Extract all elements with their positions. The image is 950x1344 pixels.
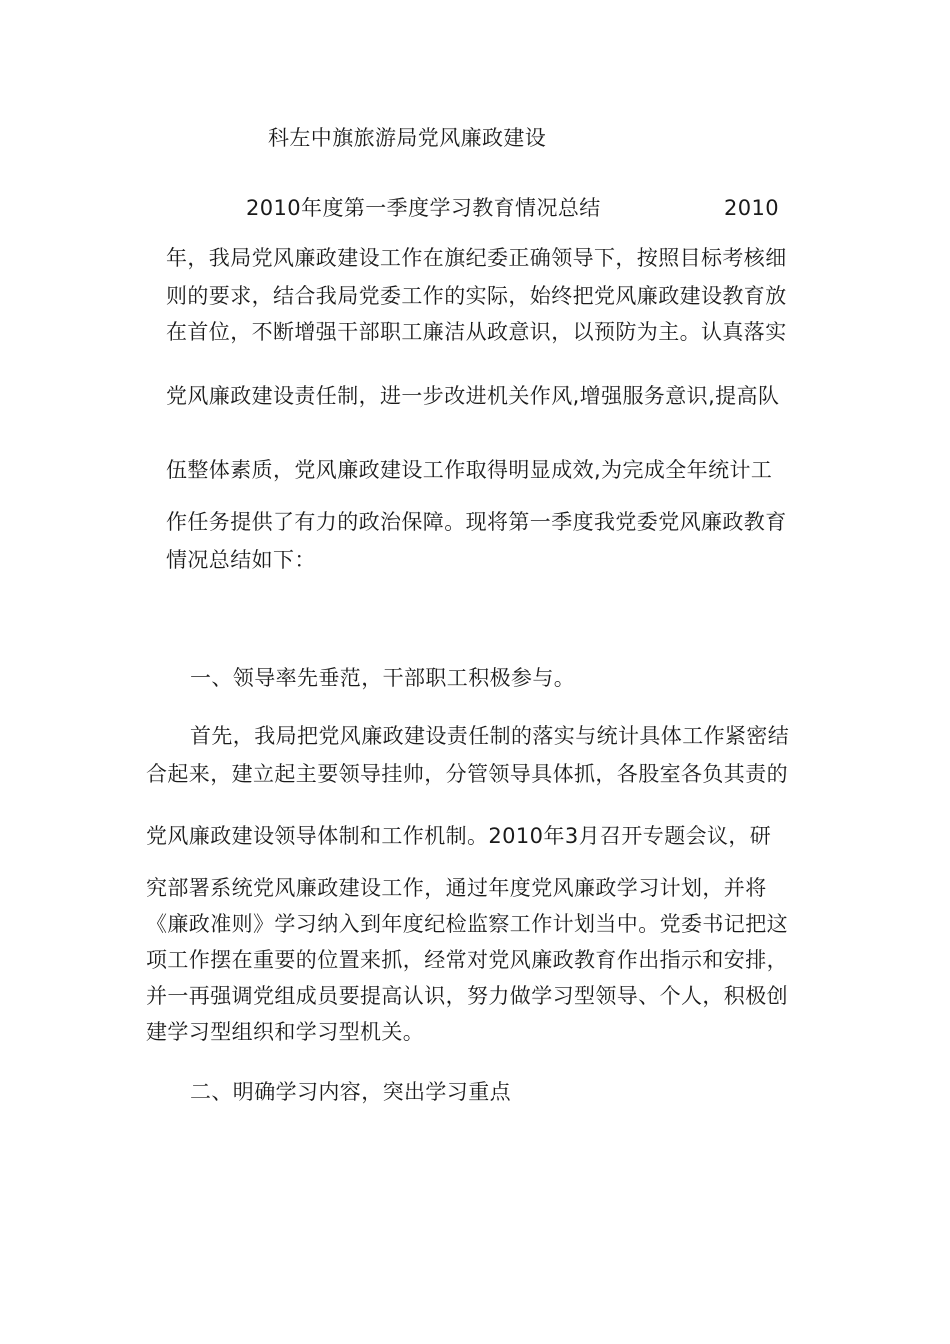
section-heading: 一、领导率先垂范，干部职工积极参与。 [190, 666, 576, 690]
intro-line: 作任务提供了有力的政治保障。现将第一季度我党委党风廉政教育 [166, 510, 787, 534]
intro-line: 情况总结如下： [166, 548, 316, 572]
intro-line: 在首位，不断增强干部职工廉洁从政意识，以预防为主。认真落实 [166, 320, 787, 344]
intro-line: 伍整体素质，党风廉政建设工作取得明显成效,为完成全年统计工 [166, 458, 773, 482]
body-line: 项工作摆在重要的位置来抓，经常对党风廉政教育作出指示和安排， [146, 948, 788, 972]
document-title: 科左中旗旅游局党风廉政建设 [268, 126, 547, 150]
intro-line: 则的要求，结合我局党委工作的实际，始终把党风廉政建设教育放 [166, 284, 787, 308]
intro-line: 党风廉政建设责任制，进一步改进机关作风,增强服务意识,提高队 [166, 384, 780, 408]
subtitle-year-tail: 2010 [724, 196, 780, 220]
body-line: 并一再强调党组成员要提高认识，努力做学习型领导、个人，积极创 [146, 984, 788, 1008]
document-subtitle: 2010年度第一季度学习教育情况总结 [246, 196, 601, 220]
body-line: 《廉政准则》学习纳入到年度纪检监察工作计划当中。党委书记把这 [146, 912, 788, 936]
section-heading: 二、明确学习内容，突出学习重点 [190, 1080, 511, 1104]
body-line: 首先，我局把党风廉政建设责任制的落实与统计具体工作紧密结 [190, 724, 790, 748]
body-line: 合起来，建立起主要领导挂帅，分管领导具体抓，各股室各负其责的 [146, 762, 788, 786]
body-line: 建学习型组织和学习型机关。 [146, 1020, 425, 1044]
body-line: 究部署系统党风廉政建设工作，通过年度党风廉政学习计划，并将 [146, 876, 767, 900]
intro-line: 年，我局党风廉政建设工作在旗纪委正确领导下，按照目标考核细 [166, 246, 787, 270]
body-line: 党风廉政建设领导体制和工作机制。2010年3月召开专题会议，研 [146, 824, 772, 848]
